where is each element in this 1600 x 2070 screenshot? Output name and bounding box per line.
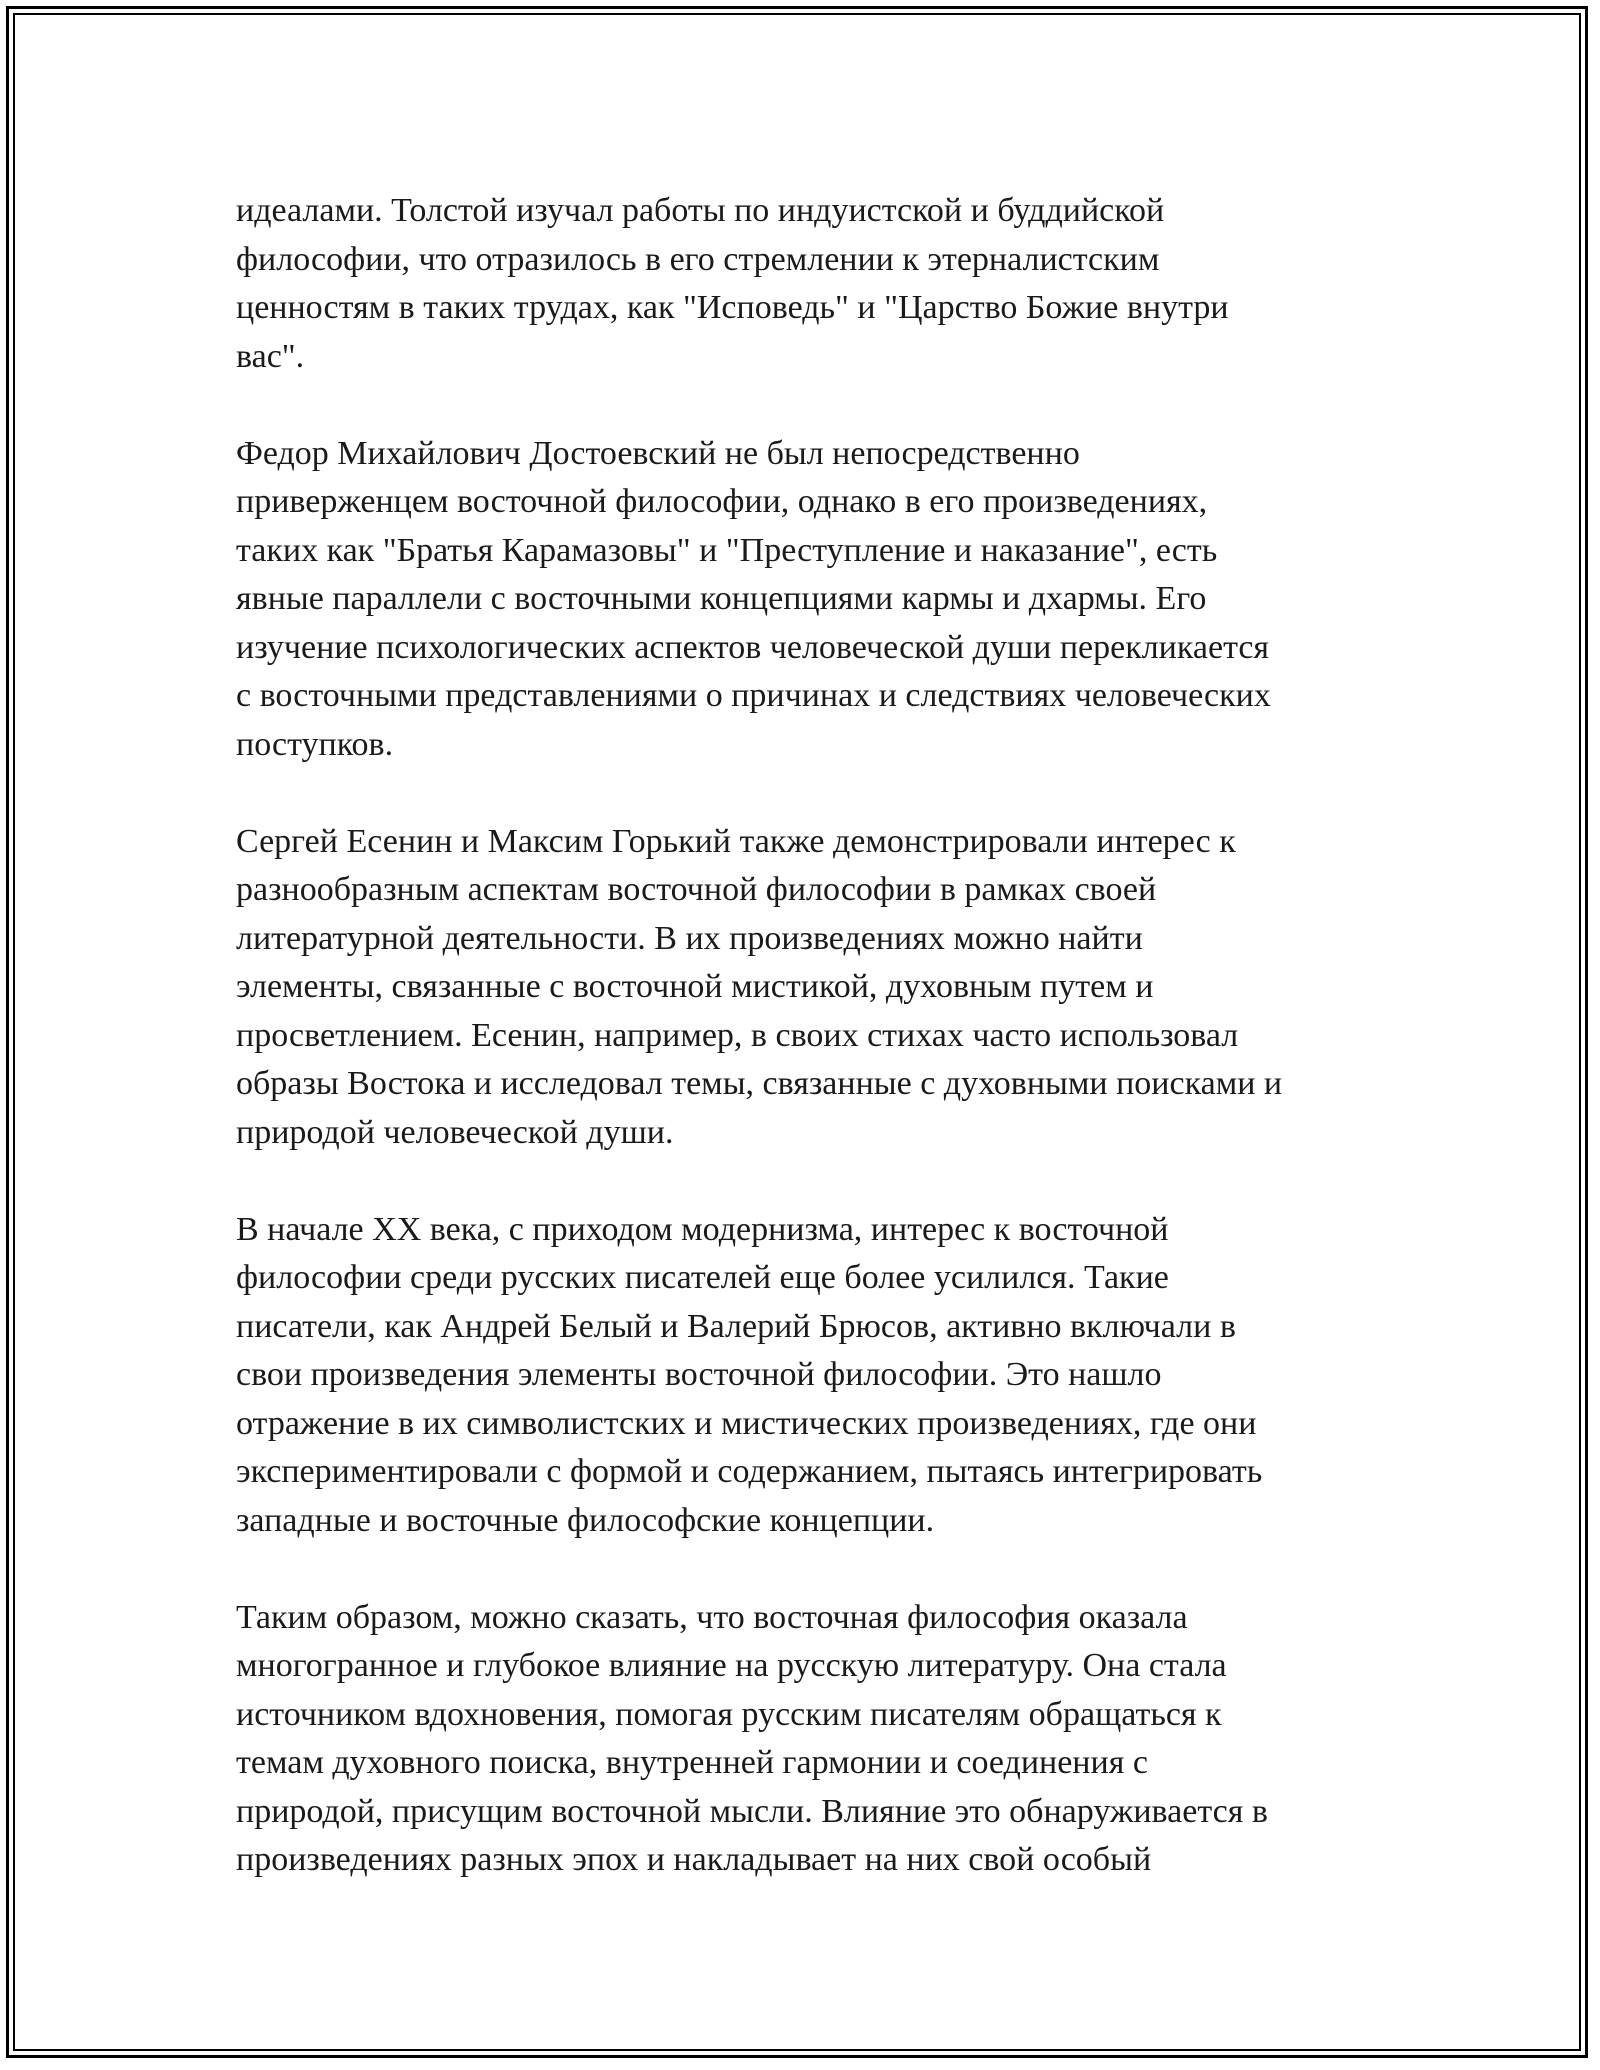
- text-line: Федор Михайлович Достоевский не был непосредственно: [236, 434, 1080, 472]
- text-line: поступков.: [236, 725, 394, 763]
- text-line: западные и восточные философские концепции.: [236, 1501, 935, 1539]
- paragraph-conclusion: [236, 1594, 1386, 1885]
- paragraph-modernism: [236, 1206, 1386, 1546]
- text-line: писатели, как Андрей Белый и Валерий Брюсов, активно включали в: [236, 1307, 1236, 1345]
- text-line: произведениях разных эпох и накладывает на них свой особый: [236, 1841, 1152, 1878]
- paragraph-tolstoy: [236, 187, 1386, 381]
- paragraph-dostoevsky: [236, 430, 1386, 770]
- text-line: Сергей Есенин и Максим Горький также демонстрировали интерес к: [236, 822, 1236, 860]
- text-line: с восточными представлениями о причинах и следствиях человеческих: [236, 677, 1271, 714]
- text-line: разнообразным аспектам восточной философии в рамках своей: [236, 871, 1157, 908]
- document-body: [236, 187, 1386, 1885]
- text-line: вас".: [236, 337, 305, 375]
- text-line: экспериментировали с формой и содержанием, пытаясь интегрировать: [236, 1453, 1263, 1490]
- text-line: отражение в их символистских и мистических произведениях, где они: [236, 1404, 1257, 1442]
- text-line: образы Востока и исследовал темы, связанные с духовными поисками и: [236, 1065, 1283, 1102]
- text-line: элементы, связанные с восточной мистикой, духовным путем и: [236, 968, 1154, 1005]
- text-line: источником вдохновения, помогая русским писателям обращаться к: [236, 1695, 1222, 1733]
- text-line: таких как "Братья Карамазовы" и "Преступление и наказание", есть: [236, 531, 1218, 569]
- text-line: явные параллели с восточными концепциями кармы и дхармы. Его: [236, 580, 1207, 617]
- text-line: ценностям в таких трудах, как "Исповедь" и "Царство Божие внутри: [236, 289, 1229, 326]
- text-line: приверженцем восточной философии, однако в его произведениях,: [236, 483, 1208, 520]
- text-line: природой, присущим восточной мысли. Влияние это обнаруживается в: [236, 1792, 1268, 1830]
- text-line: Таким образом, можно сказать, что восточная философия оказала: [236, 1598, 1188, 1636]
- text-line: природой человеческой души.: [236, 1113, 674, 1151]
- text-line: темам духовного поиска, внутренней гармонии и соединения с: [236, 1744, 1148, 1781]
- text-line: В начале XX века, с приходом модернизма, интерес к восточной: [236, 1210, 1169, 1248]
- text-line: изучение психологических аспектов человеческой души перекликается: [236, 628, 1270, 666]
- text-line: многогранное и глубокое влияние на русскую литературу. Она стала: [236, 1647, 1227, 1684]
- text-line: литературной деятельности. В их произведениях можно найти: [236, 919, 1143, 957]
- paragraph-esenin-gorky: [236, 818, 1386, 1158]
- text-line: просветлением. Есенин, например, в своих стихах часто использовал: [236, 1016, 1239, 1054]
- text-line: философии среди русских писателей еще более усилился. Такие: [236, 1259, 1169, 1296]
- text-line: свои произведения элементы восточной философии. Это нашло: [236, 1356, 1162, 1393]
- text-line: идеалами. Толстой изучал работы по индуистской и буддийской: [236, 192, 1165, 229]
- text-line: философии, что отразилось в его стремлении к этерналистским: [236, 240, 1160, 278]
